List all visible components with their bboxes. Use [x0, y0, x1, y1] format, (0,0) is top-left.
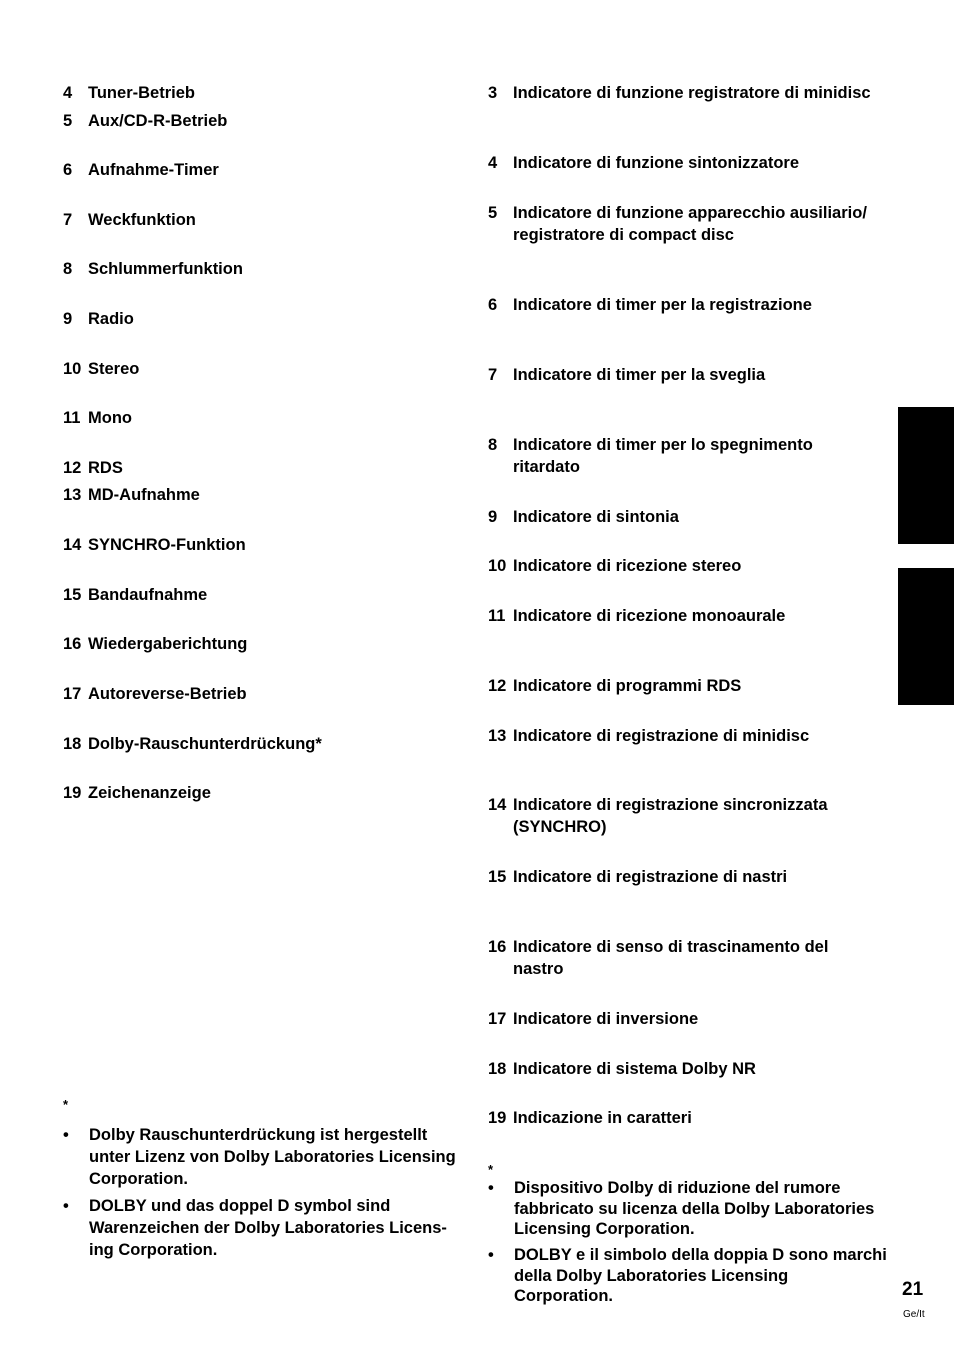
- page-language-code: Ge/It: [903, 1309, 925, 1320]
- item-text: Indicatore di registrazione di minidisc: [513, 727, 810, 745]
- list-item: [488, 152, 883, 174]
- item-number: 19: [488, 1109, 507, 1127]
- section-tab-upper: [898, 407, 954, 544]
- item-text: Indicatore di funzione sintonizzatore: [513, 154, 800, 172]
- item-text: Wiedergaberichtung: [88, 635, 248, 653]
- item-text: Autoreverse-Betrieb: [88, 685, 247, 703]
- item-text: Tuner-Betrieb: [88, 84, 195, 102]
- item-number: 16: [488, 938, 507, 956]
- item-number: 10: [63, 360, 82, 378]
- item-number: 3: [488, 84, 498, 102]
- item-number: 17: [63, 685, 82, 703]
- item-number: 5: [488, 204, 498, 222]
- list-item: [488, 294, 883, 316]
- page-number: 21: [902, 1279, 924, 1300]
- list-item: [488, 675, 883, 697]
- item-text: Indicatore di senso di trascinamento del nastro: [513, 938, 829, 978]
- item-number: 11: [63, 409, 81, 427]
- item-text: RDS: [88, 459, 123, 477]
- list-item: [488, 936, 883, 980]
- item-number: 14: [63, 536, 82, 554]
- footnote-bullet: [488, 1178, 888, 1240]
- item-number: 4: [488, 154, 498, 172]
- item-text: MD-Aufnahme: [88, 486, 200, 504]
- footnote-text: DOLBY e il simbolo della doppia D sono marchi della Dolby Laboratories Licensing Corporation.: [514, 1246, 887, 1305]
- item-number: 19: [63, 784, 82, 802]
- footnote-bullet: [488, 1245, 888, 1307]
- item-number: 8: [63, 260, 73, 278]
- item-text: Indicatore di sistema Dolby NR: [513, 1060, 756, 1078]
- item-text: Indicatore di funzione apparecchio ausiliario/ registratore di compact disc: [513, 204, 867, 244]
- item-number: 17: [488, 1010, 507, 1028]
- item-text: Bandaufnahme: [88, 586, 208, 604]
- list-item: [488, 605, 883, 627]
- item-text: Indicatore di timer per la sveglia: [513, 366, 766, 384]
- item-number: 9: [63, 310, 73, 328]
- item-text: Radio: [88, 310, 134, 328]
- item-number: 12: [488, 677, 507, 695]
- list-item: [488, 82, 883, 104]
- item-number: 16: [63, 635, 82, 653]
- bullet-symbol: •: [488, 1179, 494, 1197]
- item-number: 13: [488, 727, 507, 745]
- list-item: [488, 1058, 883, 1080]
- item-text: Indicatore di registrazione di nastri: [513, 868, 788, 886]
- bullet-symbol: •: [63, 1126, 69, 1144]
- item-number: 7: [63, 211, 73, 229]
- item-number: 14: [488, 796, 507, 814]
- item-number: 13: [63, 486, 82, 504]
- item-text: Indicatore di ricezione stereo: [513, 557, 742, 575]
- item-number: 18: [63, 735, 82, 753]
- footnote-text: Dolby Rauschunterdrückung ist hergestellt unter Lizenz von Dolby Laboratories Licensing Corporation.: [89, 1126, 456, 1188]
- item-text: Mono: [88, 409, 132, 427]
- item-number: 8: [488, 436, 498, 454]
- list-item: [488, 202, 883, 246]
- item-number: 9: [488, 508, 498, 526]
- list-item: [488, 555, 883, 577]
- footnote-text: DOLBY und das doppel D symbol sind Warenzeichen der Dolby Laboratories Licens- ing Corporation.: [89, 1197, 447, 1259]
- item-text: Indicatore di registrazione sincronizzata (SYNCHRO): [513, 796, 828, 836]
- item-text: Indicatore di sintonia: [513, 508, 679, 526]
- bullet-symbol: •: [63, 1197, 69, 1215]
- item-text: Indicazione in caratteri: [513, 1109, 692, 1127]
- item-text: Schlummerfunktion: [88, 260, 243, 278]
- item-number: 15: [488, 868, 507, 886]
- item-text: Aufnahme-Timer: [88, 161, 219, 179]
- list-item: [488, 506, 883, 528]
- item-text: Aux/CD-R-Betrieb: [88, 112, 228, 130]
- item-number: 4: [63, 84, 73, 102]
- item-text: Indicatore di programmi RDS: [513, 677, 742, 695]
- item-text: Indicatore di inversione: [513, 1010, 699, 1028]
- footnote-marker: *: [63, 1097, 69, 1112]
- item-text: Stereo: [88, 360, 140, 378]
- item-text: Indicatore di ricezione monoaurale: [513, 607, 786, 625]
- item-text: Zeichenanzeige: [88, 784, 211, 802]
- list-item: [488, 866, 883, 888]
- item-text: Indicatore di timer per lo spegnimento ritardato: [513, 436, 813, 476]
- item-number: 12: [63, 459, 82, 477]
- footnote-text: Dispositivo Dolby di riduzione del rumore fabbricato su licenza della Dolby Laboratories Licensing Corporation.: [514, 1179, 875, 1238]
- item-number: 18: [488, 1060, 507, 1078]
- list-item: [488, 725, 883, 747]
- item-text: SYNCHRO-Funktion: [88, 536, 246, 554]
- item-number: 11: [488, 607, 506, 625]
- list-item: [488, 794, 883, 838]
- list-item: [488, 1008, 883, 1030]
- item-number: 5: [63, 112, 73, 130]
- footnote-marker: *: [488, 1162, 494, 1177]
- section-tab-lower: [898, 568, 954, 705]
- item-text: Indicatore di timer per la registrazione: [513, 296, 812, 314]
- item-text: Weckfunktion: [88, 211, 196, 229]
- item-number: 10: [488, 557, 507, 575]
- item-number: 15: [63, 586, 82, 604]
- bullet-symbol: •: [488, 1246, 494, 1264]
- item-number: 7: [488, 366, 498, 384]
- item-text: Dolby-Rauschunterdrückung*: [88, 735, 322, 753]
- item-text: Indicatore di funzione registratore di minidisc: [513, 84, 871, 102]
- item-number: 6: [63, 161, 73, 179]
- item-number: 6: [488, 296, 498, 314]
- list-item: [488, 1107, 883, 1129]
- list-item: [488, 364, 883, 386]
- list-item: [488, 434, 883, 478]
